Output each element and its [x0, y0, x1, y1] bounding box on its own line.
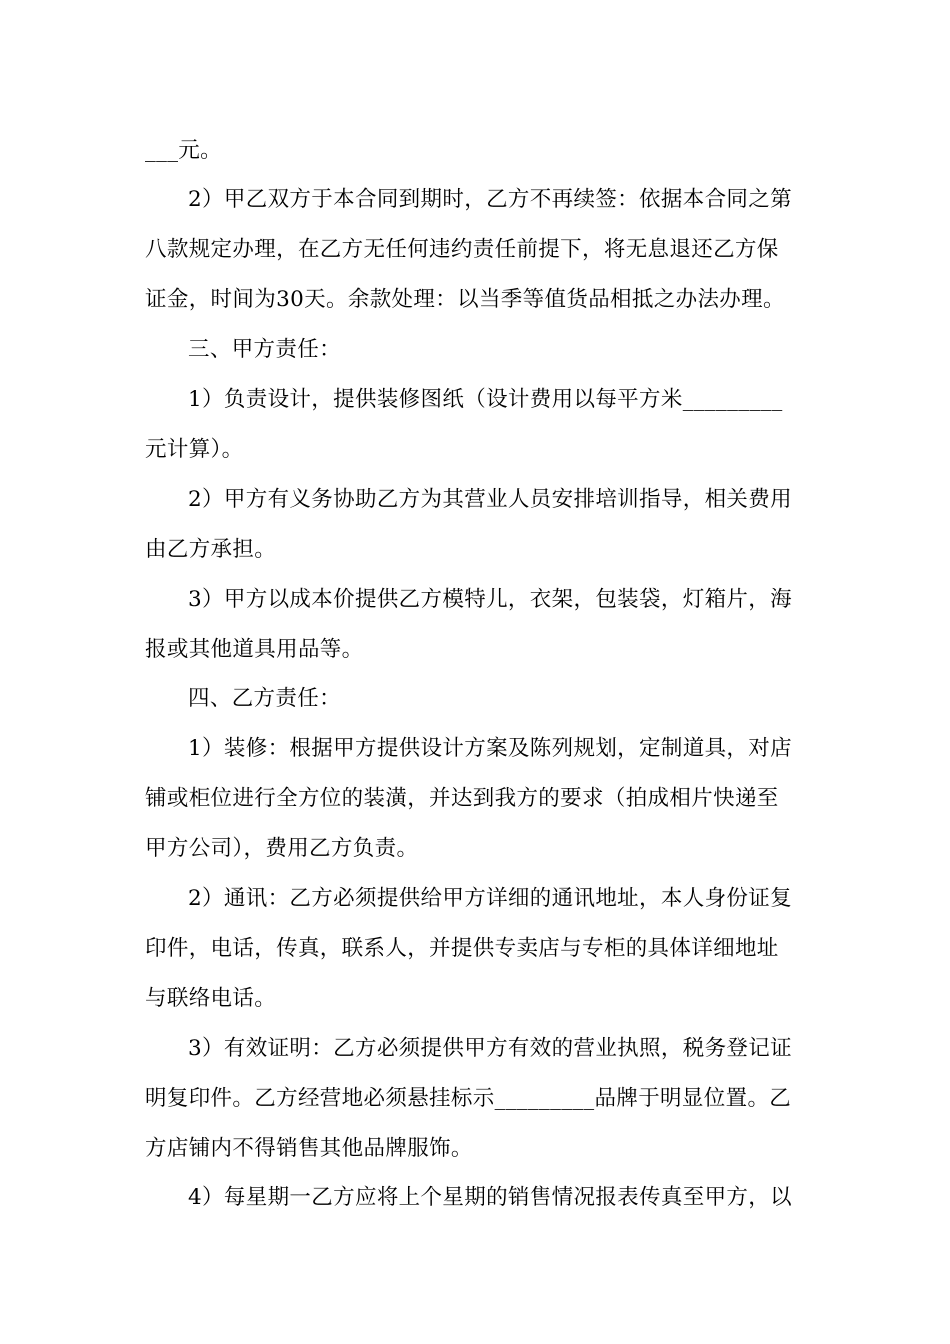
text-line: 元计算）。	[145, 437, 244, 462]
text-line: 铺或柜位进行全方位的装潢，并达到我方的要求（拍成相片快递至	[145, 786, 779, 811]
text-line: 报或其他道具用品等。	[145, 637, 364, 662]
text-line: 4）每星期一乙方应将上个星期的销售情况报表传真至甲方，以	[188, 1185, 792, 1210]
text-line: 明复印件。乙方经营地必须悬挂标示_________品牌于明显位置。乙	[145, 1086, 792, 1111]
text-line: 2）甲乙双方于本合同到期时，乙方不再续签：依据本合同之第	[188, 187, 792, 212]
text-line: 2）甲方有义务协助乙方为其营业人员安排培训指导，相关费用	[188, 487, 792, 512]
text-line: 1）负责设计，提供装修图纸（设计费用以每平方米_________	[188, 387, 783, 412]
section-heading: 四、乙方责任：	[188, 686, 341, 711]
text-line: ___元。	[145, 138, 223, 163]
text-line: 由乙方承担。	[145, 537, 277, 562]
text-line: 甲方公司），费用乙方负责。	[145, 836, 419, 861]
text-line: 与联络电话。	[145, 986, 277, 1011]
text-line: 证金，时间为30天。余款处理：以当季等值货品相抵之办法办理。	[145, 287, 785, 312]
text-line: 印件，电话，传真，联系人，并提供专卖店与专柜的具体详细地址	[145, 936, 779, 961]
text-line: 3）甲方以成本价提供乙方模特儿，衣架，包装袋，灯箱片，海	[188, 587, 792, 612]
section-heading: 三、甲方责任：	[188, 337, 341, 362]
text-line: 方店铺内不得销售其他品牌服饰。	[145, 1136, 473, 1161]
text-line: 八款规定办理，在乙方无任何违约责任前提下，将无息退还乙方保	[145, 237, 779, 262]
text-line: 3）有效证明：乙方必须提供甲方有效的营业执照，税务登记证	[188, 1036, 792, 1061]
text-line: 1）装修：根据甲方提供设计方案及陈列规划，定制道具，对店	[188, 736, 792, 761]
text-line: 2）通讯：乙方必须提供给甲方详细的通讯地址，本人身份证复	[188, 886, 792, 911]
